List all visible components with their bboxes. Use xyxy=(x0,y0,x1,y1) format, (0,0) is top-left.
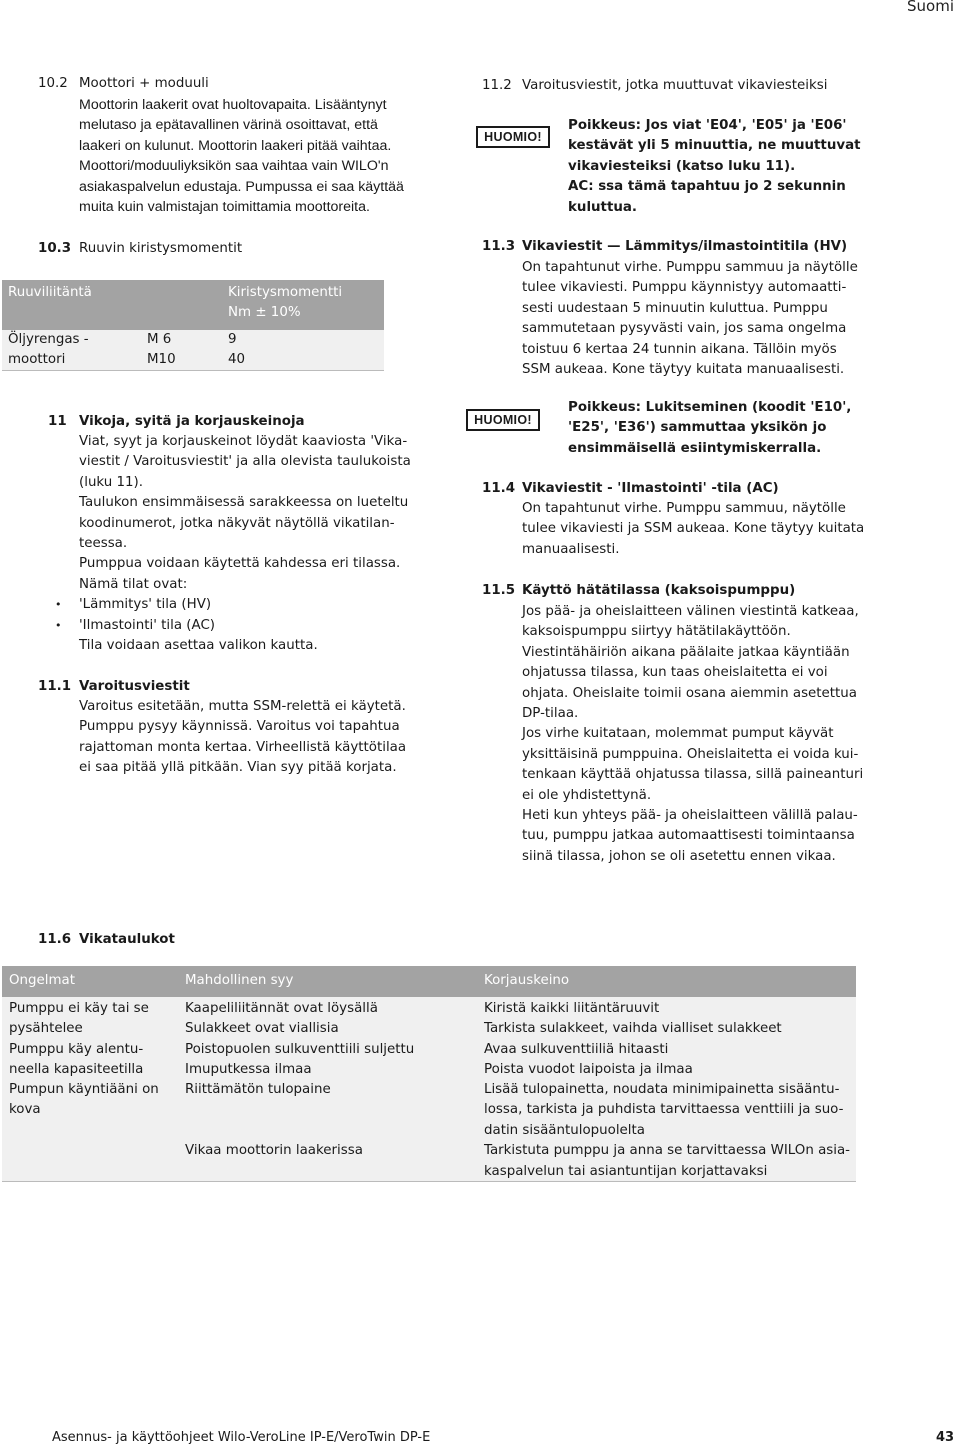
torque-size-m10: M10 xyxy=(147,352,176,367)
section-11-4-body: On tapahtunut virhe. Pumppu sammuu, näytölle tulee vikaviesti ja SSM aukeaa. Kone täytyy kuitata manuaalisesti. xyxy=(522,501,865,557)
fault-causes: Kaapeliliitännät ovat löysällä Sulakkeet ovat viallisia xyxy=(185,1001,378,1037)
section-10-3-number: 10.3 xyxy=(38,241,72,256)
language-label: Suomi xyxy=(907,0,954,15)
torque-row-label-1: Öljyrengas - xyxy=(8,332,89,347)
torque-value-m10: 40 xyxy=(228,352,246,367)
section-11-5-body: Jos pää- ja oheislaitteen välinen viestintä katkeaa, kaksoispumppu siirtyy hätätilakäyttöön. Viestintähäiriön aikana päälaite jatkaa käyntiään ohjatussa tilassa, kun taas oheislaitetta ei voi ohjata. Oheislaite toimii osana aiemmin asetettua DP-tilaa. Jos virhe kuitataan, molemmat pumput käyvät yksittäisinä pumppuina. Oheislaitetta ei voida kui- tenkaan käyttää ohjatussa tilassa, sillä paineanturi ei ole yhdistettynä. Heti kun yhteys pää- ja oheislaitteen välillä palau- tuu, pumppu jatkaa automaattisesti toimintaansa siinä tilassa, johon se oli asetettu ennen vikaa. xyxy=(522,604,864,864)
section-10-2-body: Moottorin laakerit ovat huoltovapaita. Lisääntynyt melutaso ja epätavallinen värinä osoittavat, että laakeri on kulunut. Moottorin laakeri pitää vaihtaa. Moottori/moduuliyksikön saa vaihtaa vain WILO'n asiakaspalvelun edustaja. Pumpussa ei saa käyttää muita kuin valmistajan toimittamia moottoreita. xyxy=(79,97,404,216)
section-11-2-number: 11.2 xyxy=(482,78,512,93)
section-11-3-number: 11.3 xyxy=(482,239,516,254)
section-11-1-body: Varoitus esitetään, mutta SSM-relettä ei käytetä. Pumppu pysyy käynnissä. Varoitus voi tapahtua rajattoman monta kertaa. Virheellistä käyttötilaa ei saa pitää yllä pitkään. Vian syy pitää korjata. xyxy=(79,699,407,776)
section-11-6-number: 11.6 xyxy=(38,932,72,947)
torque-header-unit: Nm ± 10% xyxy=(228,305,301,320)
fault-table-header xyxy=(2,966,856,997)
section-11-4-number: 11.4 xyxy=(482,481,516,496)
torque-table-row xyxy=(2,330,384,371)
fault-header-problems: Ongelmat xyxy=(9,973,75,988)
mode-list-item: • 'Ilmastointi' tila (AC) xyxy=(79,616,411,636)
fault-fixes: Avaa sulkuventtiiliä hitaasti Poista vuodot laipoista ja ilmaa xyxy=(484,1042,693,1078)
fault-header-cause: Mahdollinen syy xyxy=(185,973,294,988)
page-number: 43 xyxy=(936,1430,955,1445)
torque-header-connection: Ruuviliitäntä xyxy=(8,285,92,300)
mode-list-item: • 'Lämmitys' tila (HV) xyxy=(79,595,411,615)
torque-row-label-2: moottori xyxy=(8,352,66,367)
notice-badge: HUOMIO! xyxy=(476,126,550,148)
section-11-3-warning: Poikkeus: Lukitseminen (koodit 'E10', 'E25', 'E36') sammuttaa yksikön jo ensimmäisellä esiintymiskerralla. xyxy=(568,400,852,456)
mode-list xyxy=(79,595,411,636)
notice-badge: HUOMIO! xyxy=(466,409,540,431)
fault-problem: Pumpun käyntiääni on kova xyxy=(9,1082,159,1118)
fault-problem: Pumppu käy alentu- neella kapasiteetilla xyxy=(9,1042,144,1078)
torque-header-moment: Kiristysmomentti xyxy=(228,285,343,300)
torque-size-m6: M 6 xyxy=(147,332,172,347)
section-11-1-number: 11.1 xyxy=(38,679,72,694)
fault-causes: Poistopuolen sulkuventtiili suljettu Imuputkessa ilmaa xyxy=(185,1042,415,1078)
fault-table-body xyxy=(2,997,856,1182)
section-10-3-title: Ruuvin kiristysmomentit xyxy=(79,241,243,256)
section-11-2-warning: Poikkeus: Jos viat 'E04', 'E05' ja 'E06' kestävät yli 5 minuuttia, ne muuttuvat vikaviesteiksi (katso luku 11). AC: ssa tämä tapahtuu jo 2 sekunnin kuluttua. xyxy=(568,118,861,215)
section-11-2-title: Varoitusviestit, jotka muuttuvat vikaviesteiksi xyxy=(522,78,828,93)
section-11-3-title: Vikaviestit — Lämmitys/ilmastointitila (HV) xyxy=(522,239,848,254)
fault-problem: Pumppu ei käy tai se pysähtelee xyxy=(9,1001,149,1037)
fault-header-remedy: Korjauskeino xyxy=(484,973,570,988)
section-11-4-title: Vikaviestit - 'Ilmastointi' -tila (AC) xyxy=(522,481,779,496)
section-11-title: Vikoja, syitä ja korjauskeinoja xyxy=(79,414,305,429)
fault-cause: Vikaa moottorin laakerissa xyxy=(185,1143,363,1158)
torque-value-m6: 9 xyxy=(228,332,237,347)
section-11-1-title: Varoitusviestit xyxy=(79,679,190,694)
section-11-number: 11 xyxy=(48,414,67,429)
section-11-5-title: Käyttö hätätilassa (kaksoispumppu) xyxy=(522,583,796,598)
section-11-6-title: Vikataulukot xyxy=(79,932,175,947)
section-11-3-body: On tapahtunut virhe. Pumppu sammuu ja näytölle tulee vikaviesti. Pumppu käynnistyy automaatti- sesti uudestaan 5 minuutin kuluttua. Pumppu sammutetaan pysyvästi vain, jos sama ongelma toistuu 6 kertaa 24 tunnin aikana. Tällöin myös SSM aukeaa. Kone täytyy kuitata manuaalisesti. xyxy=(522,260,858,378)
footer-text: Asennus- ja käyttöohjeet Wilo-VeroLine IP-E/VeroTwin DP-E xyxy=(52,1430,431,1445)
section-11-5-number: 11.5 xyxy=(482,583,516,598)
section-10-2-title: Moottori + moduuli xyxy=(79,76,209,91)
section-11-body: Viat, syyt ja korjauskeinot löydät kaaviosta 'Vika- viestit / Varoitusviestit' ja alla olevista taulukoista (luku 11). Taulukon ensimmäisessä sarakkeessa on lueteltu koodinumerot, jotka näkyvät näytöllä vikatilan- teessa. Pumppua voidaan käytettä kahdessa eri tilassa. Nämä tilat ovat: • 'Lämmitys' tila (HV) • 'Ilmastointi' tila (AC) Tila voidaan asettaa valikon kautta. xyxy=(79,432,411,656)
torque-table-header xyxy=(2,280,384,330)
fault-fixes: Lisää tulopainetta, noudata minimipainetta sisääntu- lossa, tarkista ja puhdista tarvittaessa venttiili ja suo- datin sisääntulopuolelta Tarkistuta pumppu ja anna se tarvittaessa WILOn asia- kaspalvelun tai asiantuntijan korjattavaksi xyxy=(484,1082,851,1179)
fault-cause: Riittämätön tulopaine xyxy=(185,1082,331,1097)
fault-fixes: Kiristä kaikki liitäntäruuvit Tarkista sulakkeet, vaihda vialliset sulakkeet xyxy=(484,1001,782,1037)
section-10-2-number: 10.2 xyxy=(38,76,68,91)
